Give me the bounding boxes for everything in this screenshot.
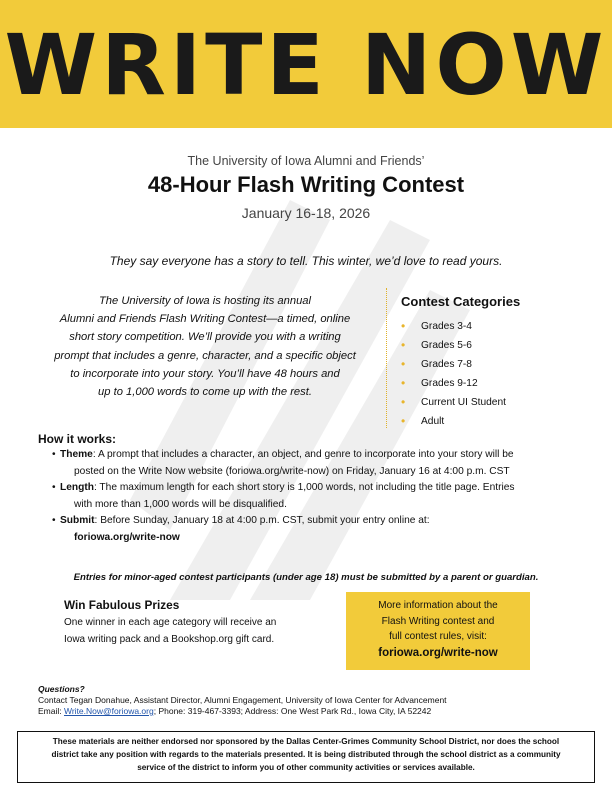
presenter-line: The University of Iowa Alumni and Friends’ bbox=[187, 154, 425, 168]
contest-categories bbox=[386, 288, 571, 428]
disclaimer-line: district take any position with regards to the materials presented. It is being distributed through the school district as a community bbox=[51, 750, 561, 759]
categories-list bbox=[401, 317, 571, 431]
info-line: Flash Writing contest and bbox=[381, 615, 495, 627]
page-title: 48-Hour Flash Writing Contest bbox=[147, 172, 465, 197]
category-item: • Grades 5-6 bbox=[401, 336, 571, 355]
tagline: They say everyone has a story to tell. This winter, we’d love to read yours. bbox=[109, 254, 503, 268]
intro-line: short story competition. We’ll provide you with a writing bbox=[69, 331, 341, 344]
intro-line: The University of Iowa is hosting its annual bbox=[98, 295, 312, 307]
disclaimer-line: These materials are neither endorsed nor sponsored by the Dallas Center-Grimes Community School District, nor does the school bbox=[52, 737, 560, 746]
disclaimer-box bbox=[17, 731, 595, 783]
rule-text: : A prompt that includes a character, an object, and genre to incorporate into your story will be bbox=[92, 449, 514, 460]
disclaimer-line: service of the district to inform you of other community activities or services available. bbox=[137, 763, 475, 772]
category-item: • Grades 3-4 bbox=[401, 317, 571, 336]
rule-term: Theme bbox=[60, 449, 93, 460]
intro-line: prompt that includes a genre, character, and a specific object bbox=[54, 349, 356, 362]
category-item: • Grades 9-12 bbox=[401, 374, 571, 393]
category-item: • Adult bbox=[401, 412, 571, 431]
rule-submit bbox=[52, 513, 572, 546]
questions-heading: Questions? bbox=[38, 684, 85, 694]
email-label: Email: bbox=[38, 706, 64, 716]
how-it-works-list bbox=[52, 447, 572, 547]
info-url[interactable]: foriowa.org/write-now bbox=[378, 646, 498, 659]
rule-term: Length bbox=[60, 482, 94, 494]
intro-line: to incorporate into your story. You’ll have 48 hours and bbox=[70, 367, 340, 380]
intro-line: Alumni and Friends Flash Writing Contest—a timed, online bbox=[59, 313, 351, 326]
submit-url[interactable]: foriowa.org/write-now bbox=[74, 531, 180, 543]
rule-length bbox=[52, 480, 572, 513]
category-item: • Current UI Student bbox=[401, 393, 571, 412]
categories-heading: Contest Categories bbox=[401, 294, 521, 309]
category-item: • Grades 7-8 bbox=[401, 355, 571, 374]
rule-text: : Before Sunday, January 18 at 4:00 p.m. CST, submit your entry online at: bbox=[94, 515, 430, 527]
intro-paragraph bbox=[40, 292, 370, 401]
intro-line: up to 1,000 words to come up with the rest. bbox=[98, 386, 312, 399]
phone-address: ; Phone: 319-467-3393; Address: One West Park Rd., Iowa City, IA 52242 bbox=[153, 706, 432, 716]
write-now-logo: WRITE NOW bbox=[4, 16, 608, 114]
prizes-line: Iowa writing pack and a Bookshop.org gift card. bbox=[64, 634, 275, 645]
info-line: full contest rules, visit: bbox=[389, 631, 487, 642]
prizes-line: One winner in each age category will receive an bbox=[64, 617, 277, 628]
rule-term: Submit bbox=[60, 515, 95, 527]
rule-text: : The maximum length for each short story is 1,000 words, not including the title page. Entries bbox=[93, 482, 515, 494]
header-banner bbox=[0, 0, 612, 128]
rule-text-continued: with more than 1,000 words will be disqualified. bbox=[74, 498, 287, 510]
email-link[interactable]: Write.Now@foriowa.org bbox=[63, 706, 154, 716]
rule-theme bbox=[52, 447, 572, 480]
prizes-section bbox=[64, 598, 324, 648]
more-info-box bbox=[346, 592, 530, 670]
rule-text-continued: posted on the Write Now website (foriowa.org/write-now) on Friday, January 16 at 4:00 p.m. CST bbox=[74, 465, 510, 477]
contest-dates: January 16-18, 2026 bbox=[241, 205, 371, 221]
contact-details bbox=[38, 706, 578, 717]
how-it-works-heading: How it works: bbox=[38, 432, 117, 446]
questions-section bbox=[38, 684, 578, 717]
minor-notice: Entries for minor-aged contest participants (under age 18) must be submitted by a parent or guardian. bbox=[73, 572, 539, 583]
contact-line: Contact Tegan Donahue, Assistant Director, Alumni Engagement, University of Iowa Center for Advancement bbox=[38, 695, 447, 705]
info-line: More information about the bbox=[378, 600, 498, 611]
prizes-heading: Win Fabulous Prizes bbox=[64, 598, 180, 612]
